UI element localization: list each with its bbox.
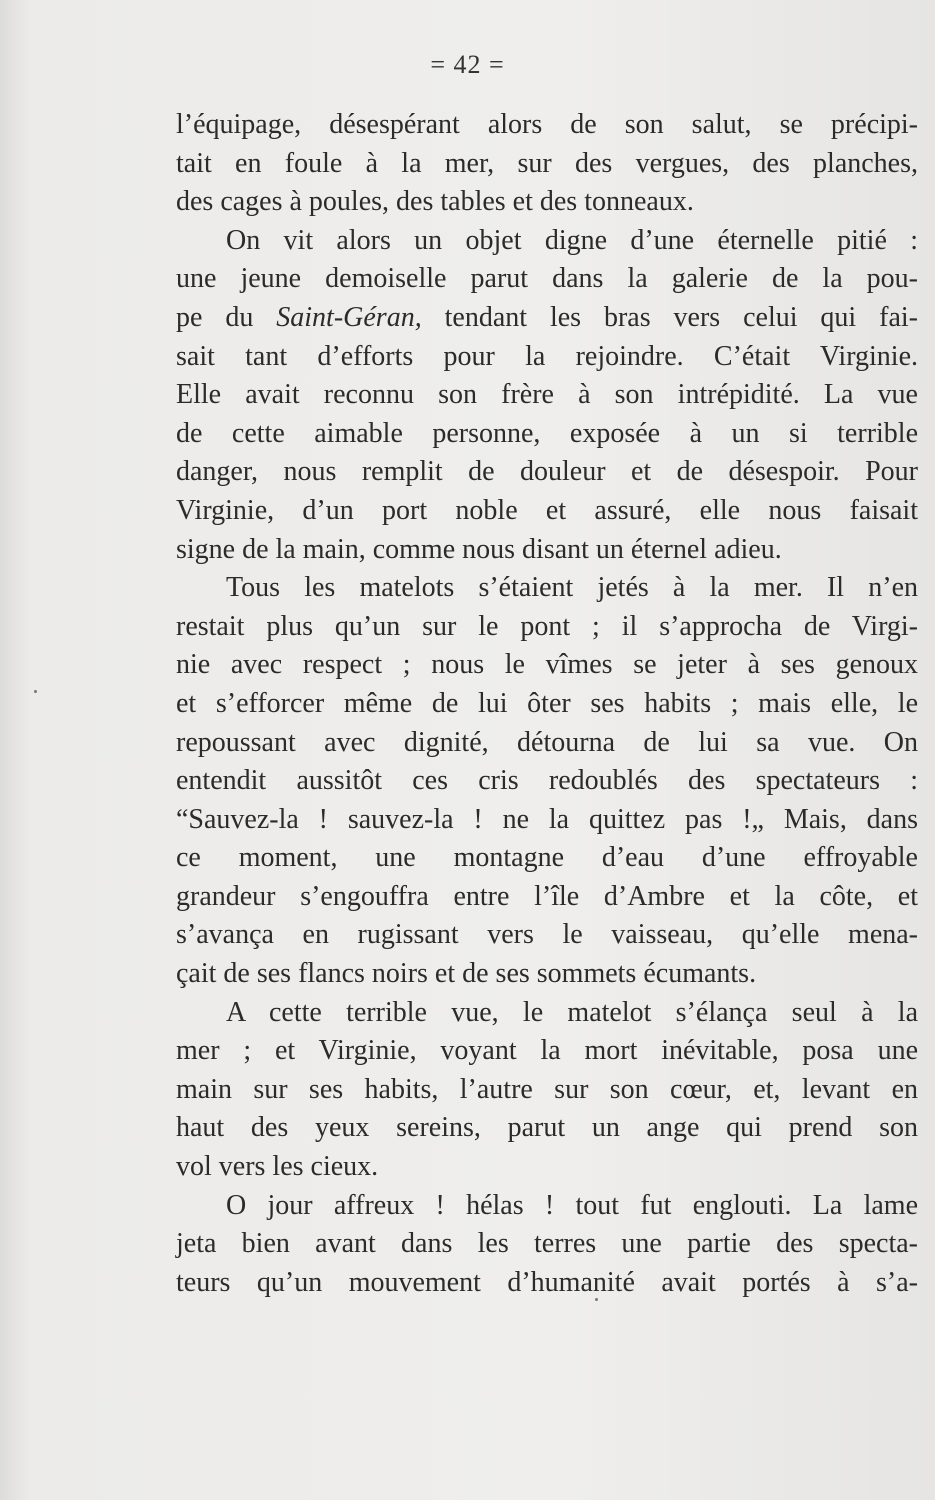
paragraph-1 [176,106,918,222]
text-line: Elle avait reconnu son frère à son intrépidité. La vue [176,379,918,411]
text-line: O jour affreux ! hélas ! tout fut englouti. La lame [226,1189,918,1221]
ship-name: Saint-Géran, [276,301,422,333]
text-line: teurs qu’un mouvement d’humanité avait portés à s’a- [176,1266,918,1298]
text-line: jeta bien avant dans les terres une partie des specta- [176,1228,918,1260]
paragraph-5 [176,1187,918,1303]
text-line: main sur ses habits, l’autre sur son cœur, et, levant en [176,1073,918,1105]
text-line: repoussant avec dignité, détourna de lui sa vue. On [176,726,918,758]
text-line-with-ship-name [176,299,918,338]
paragraph-4 [176,994,918,1187]
paragraph-3 [176,569,918,994]
text-line: vol vers les cieux. [176,1151,379,1183]
text-line: une jeune demoiselle parut dans la galerie de la pou- [176,263,918,295]
text-line: entendit aussitôt ces cris redoublés des spectateurs : [176,765,918,797]
body-text [176,106,918,1302]
text-line: ce moment, une montagne d’eau d’une effroyable [176,842,918,874]
text-line: signe de la main, comme nous disant un éternel adieu. [176,533,782,565]
text-line: mer ; et Virginie, voyant la mort inévitable, posa une [176,1035,918,1067]
paper-speck [34,690,37,693]
text-fragment: tendant les bras vers celui qui fai- [421,301,918,333]
text-line: çait de ses flancs noirs et de ses sommets écumants. [176,958,757,990]
paper-speck [595,1298,598,1301]
text-line: nie avec respect ; nous le vîmes se jeter à ses genoux [176,649,918,681]
text-line: danger, nous remplit de douleur et de désespoir. Pour [176,456,918,488]
text-line: grandeur s’engouffra entre l’île d’Ambre et la côte, et [176,880,918,912]
text-line: s’avança en rugissant vers le vaisseau, qu’elle mena- [176,919,918,951]
text-line: Tous les matelots s’étaient jetés à la mer. Il n’en [226,572,918,604]
page-number: = 42 = [430,50,505,79]
text-line: de cette aimable personne, exposée à un si terrible [176,417,918,449]
text-line: l’équipage, désespérant alors de son salut, se précipi- [176,109,918,140]
text-line: “Sauvez-la ! sauvez-la ! ne la quittez pas !„ Mais, dans [176,803,918,835]
text-line: des cages à poules, des tables et des tonneaux. [176,186,694,218]
text-fragment: pe du [176,301,277,333]
text-line: sait tant d’efforts pour la rejoindre. C’était Virginie. [176,340,918,372]
text-line: haut des yeux sereins, parut un ange qui prend son [176,1112,918,1144]
text-line: tait en foule à la mer, sur des vergues, des planches, [176,147,918,179]
text-line: Virginie, d’un port noble et assuré, elle nous faisait [176,494,918,526]
text-line: On vit alors un objet digne d’une éternelle pitié : [226,224,918,256]
text-line: et s’efforcer même de lui ôter ses habits ; mais elle, le [176,687,918,719]
text-line: A cette terrible vue, le matelot s’élança seul à la [226,996,918,1028]
text-line: restait plus qu’un sur le pont ; il s’approcha de Virgi- [176,610,918,642]
paragraph-2 [176,222,918,569]
